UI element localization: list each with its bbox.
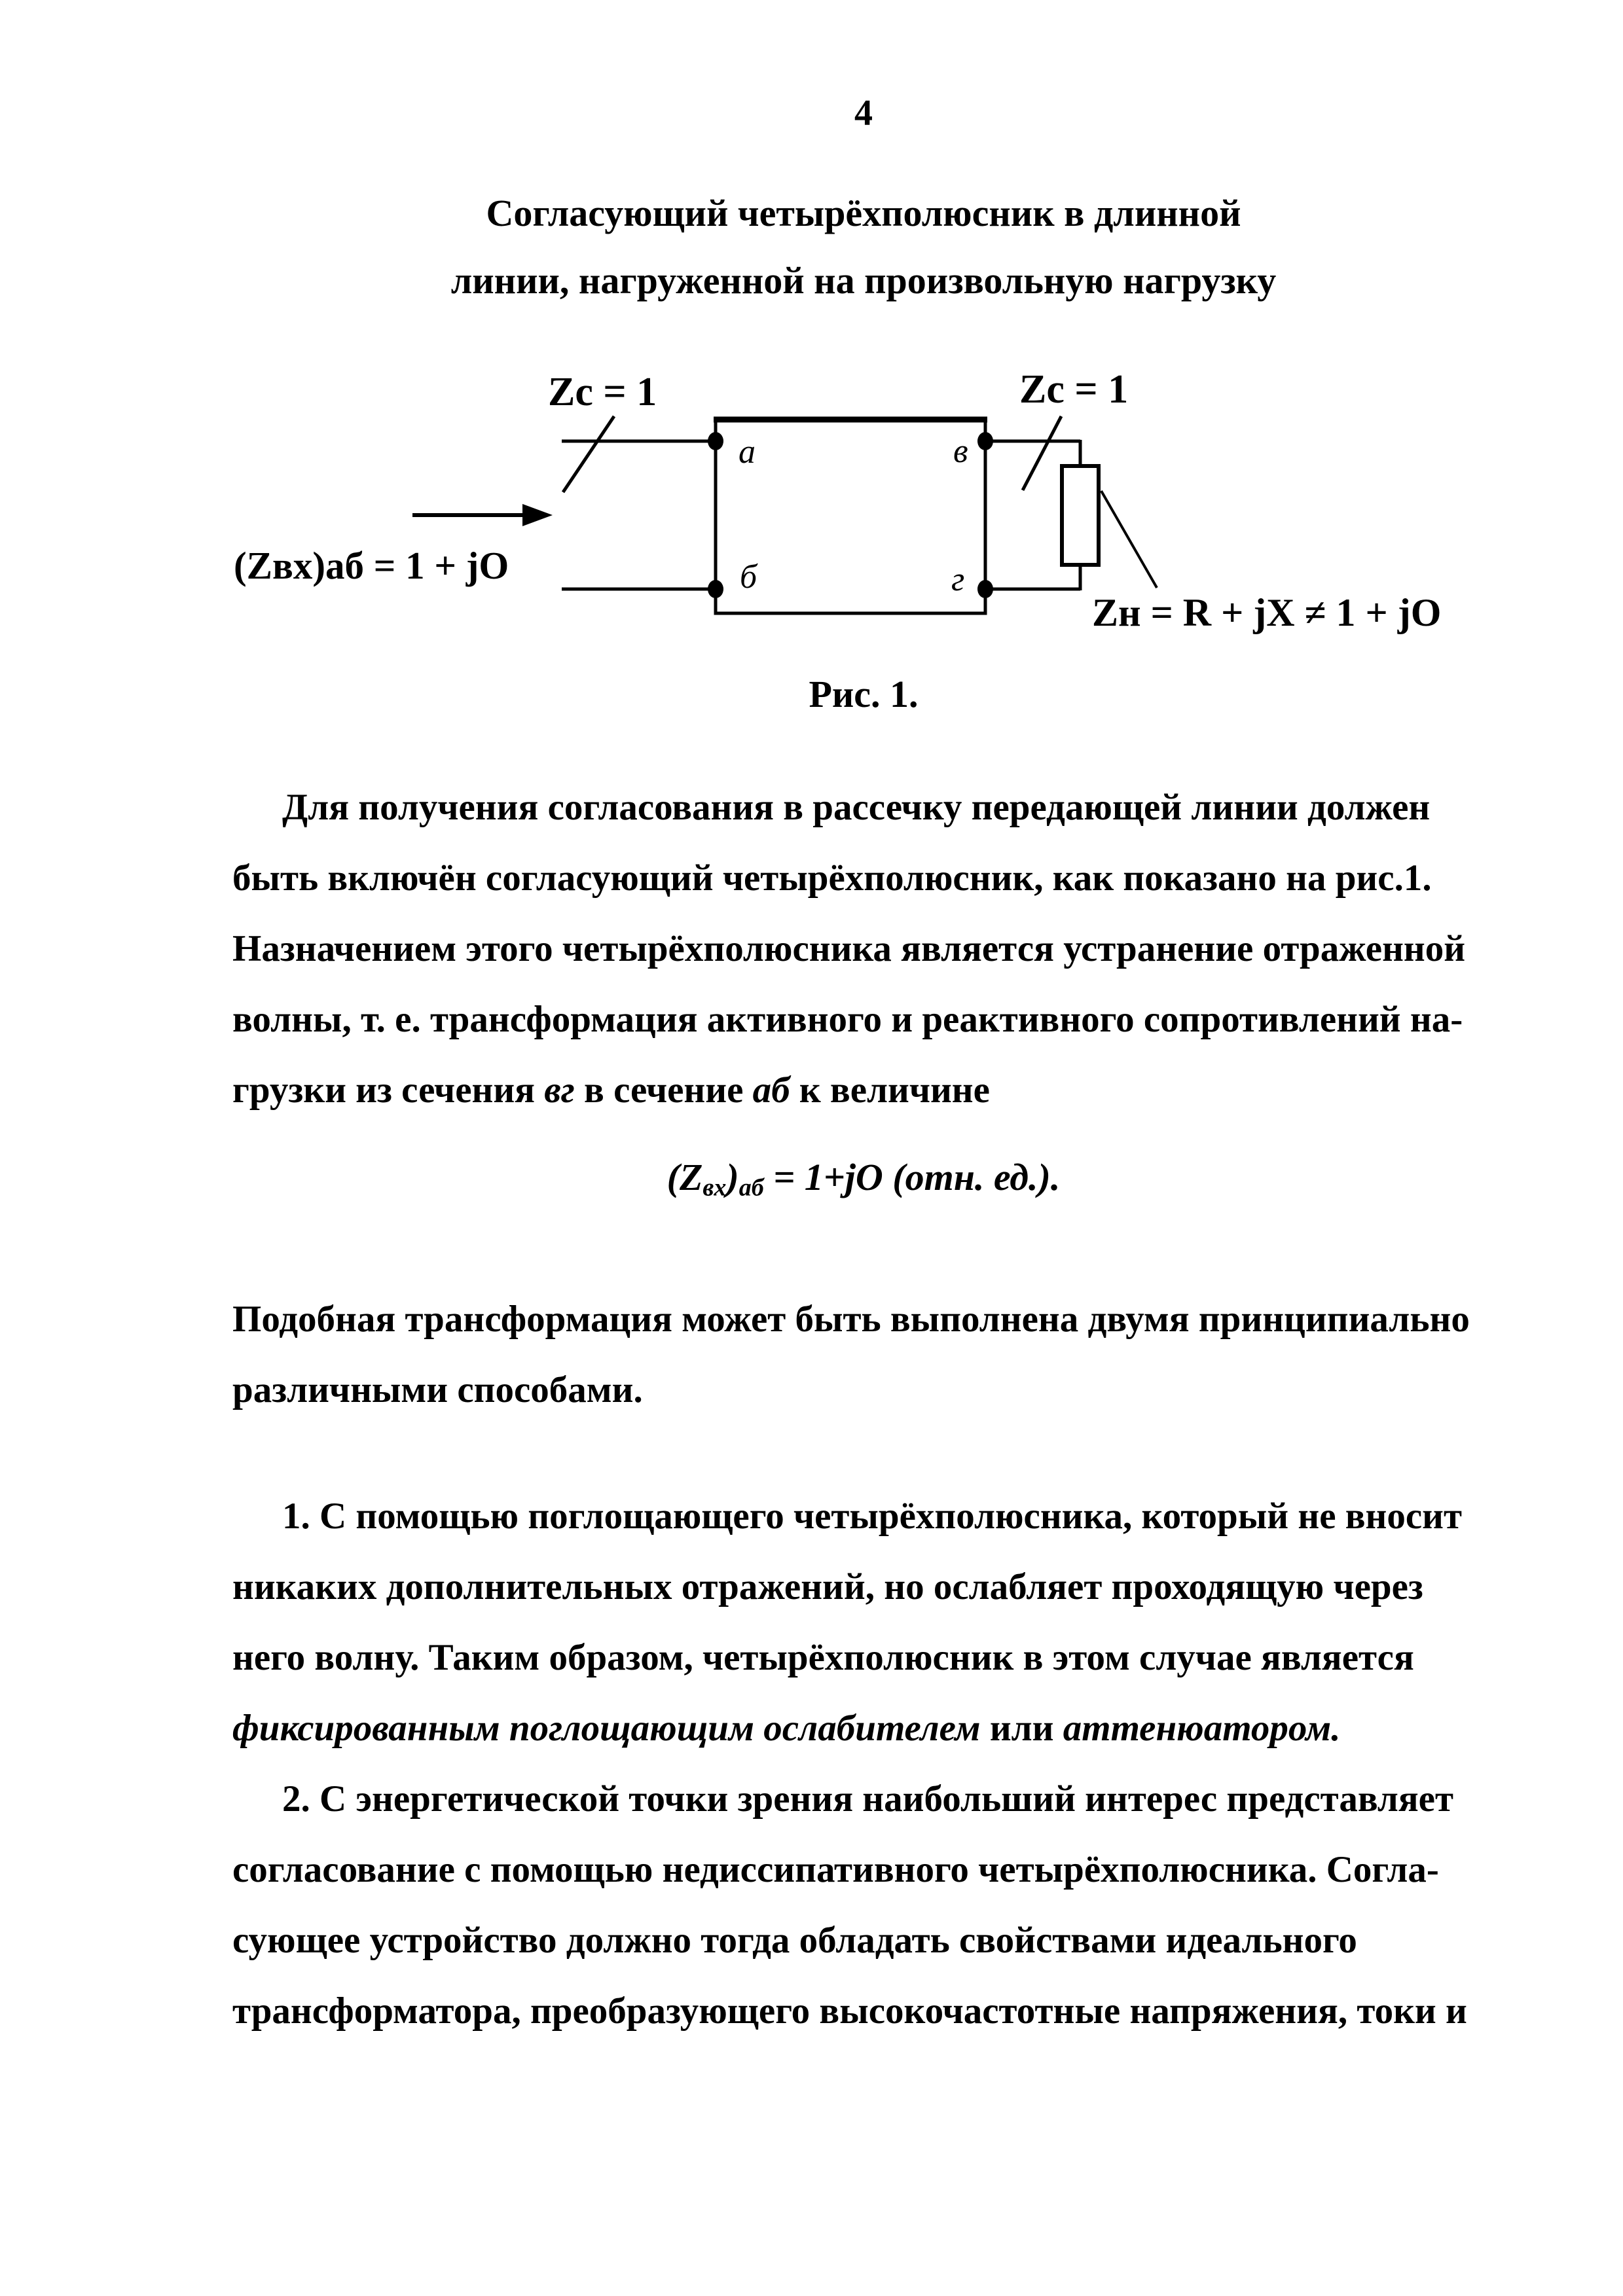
italic-text-segment: вг xyxy=(544,1069,575,1111)
paragraph-intro xyxy=(232,772,1495,1126)
terminal-label-v: в xyxy=(953,433,968,470)
terminal-label-g: г xyxy=(951,561,965,598)
document-title xyxy=(232,179,1495,314)
formula-subscript: вх xyxy=(702,1174,727,1202)
terminal-dot-a xyxy=(708,432,723,450)
text-line: 2. С энергетической точки зрения наибольший интерес представляет xyxy=(282,1778,1453,1820)
text-line: него волну. Таким образом, четырёхполюсник в этом случае является xyxy=(232,1637,1414,1678)
figure-circuit-diagram xyxy=(0,340,1623,671)
text-segment: (Z xyxy=(666,1156,703,1198)
input-impedance-label: (Zвх)аб = 1 + jO xyxy=(234,544,509,587)
paragraph-method-1 xyxy=(232,1481,1495,1764)
line-break-mark-right-icon xyxy=(1023,416,1061,490)
paragraph-method-2 xyxy=(232,1764,1495,2047)
text-segment: грузки из сечения xyxy=(232,1069,545,1111)
wave-direction-arrow-head xyxy=(522,504,553,526)
text-line: Для получения согласования в рассечку передающей линии должен xyxy=(282,787,1431,828)
terminal-label-a: а xyxy=(739,433,756,471)
figure-caption: Рис. 1. xyxy=(809,673,919,715)
text-line: Подобная трансформация может быть выполнена двумя принципиально xyxy=(232,1299,1470,1340)
line-impedance-label-left: Zc = 1 xyxy=(548,370,657,414)
italic-text-segment: фиксированным поглощающим ослабителем xyxy=(232,1708,981,1749)
text-segment: ) xyxy=(726,1156,739,1198)
text-line: сующее устройство должно тогда обладать свойствами идеального xyxy=(232,1920,1357,1961)
terminal-label-b: б xyxy=(740,558,757,596)
text-line: Назначением этого четырёхполюсника является устранение отраженной xyxy=(232,928,1466,969)
italic-text-segment: аб xyxy=(752,1069,790,1111)
text-line: волны, т. е. трансформация активного и реактивного сопротивлений на- xyxy=(232,999,1463,1040)
text-line: 1. С помощью поглощающего четырёхполюсника, который не вносит xyxy=(282,1496,1463,1537)
page-number: 4 xyxy=(854,93,873,134)
load-impedance-label: Zн = R + jX ≠ 1 + jO xyxy=(1092,591,1442,634)
load-pointer-line xyxy=(1101,491,1157,588)
load-resistor xyxy=(1062,466,1099,565)
line-break-mark-left-icon xyxy=(563,416,614,492)
text-segment: = 1+jO (отн. ед.). xyxy=(763,1156,1061,1198)
text-segment: к величине xyxy=(790,1069,990,1111)
italic-text-segment: аттенюатором. xyxy=(1063,1708,1341,1749)
title-line-2: линии, нагруженной на произвольную нагрузку xyxy=(450,259,1277,302)
title-line-1: Согласующий четырёхполюсник в длинной xyxy=(486,192,1241,234)
line-impedance-label-right: Zc = 1 xyxy=(1019,367,1129,412)
text-segment: или xyxy=(980,1708,1063,1749)
text-line: согласование с помощью недиссипативного четырёхполюсника. Согла- xyxy=(232,1849,1439,1890)
text-line: трансформатора, преобразующего высокочастотные напряжения, токи и xyxy=(232,1990,1467,2032)
formula-subscript: аб xyxy=(739,1174,764,1202)
text-line xyxy=(232,1055,1495,1126)
text-line: быть включён согласующий четырёхполюсник, как показано на рис.1. xyxy=(232,857,1432,899)
terminal-dot-b xyxy=(708,580,723,598)
text-line: различными способами. xyxy=(232,1369,643,1410)
paragraph-two-methods xyxy=(232,1284,1495,1426)
input-impedance-formula xyxy=(232,1158,1495,1200)
text-line xyxy=(232,1693,1495,1764)
text-segment: в сечение xyxy=(574,1069,753,1111)
text-line: никаких дополнительных отражений, но ослабляет проходящую через xyxy=(232,1566,1423,1607)
